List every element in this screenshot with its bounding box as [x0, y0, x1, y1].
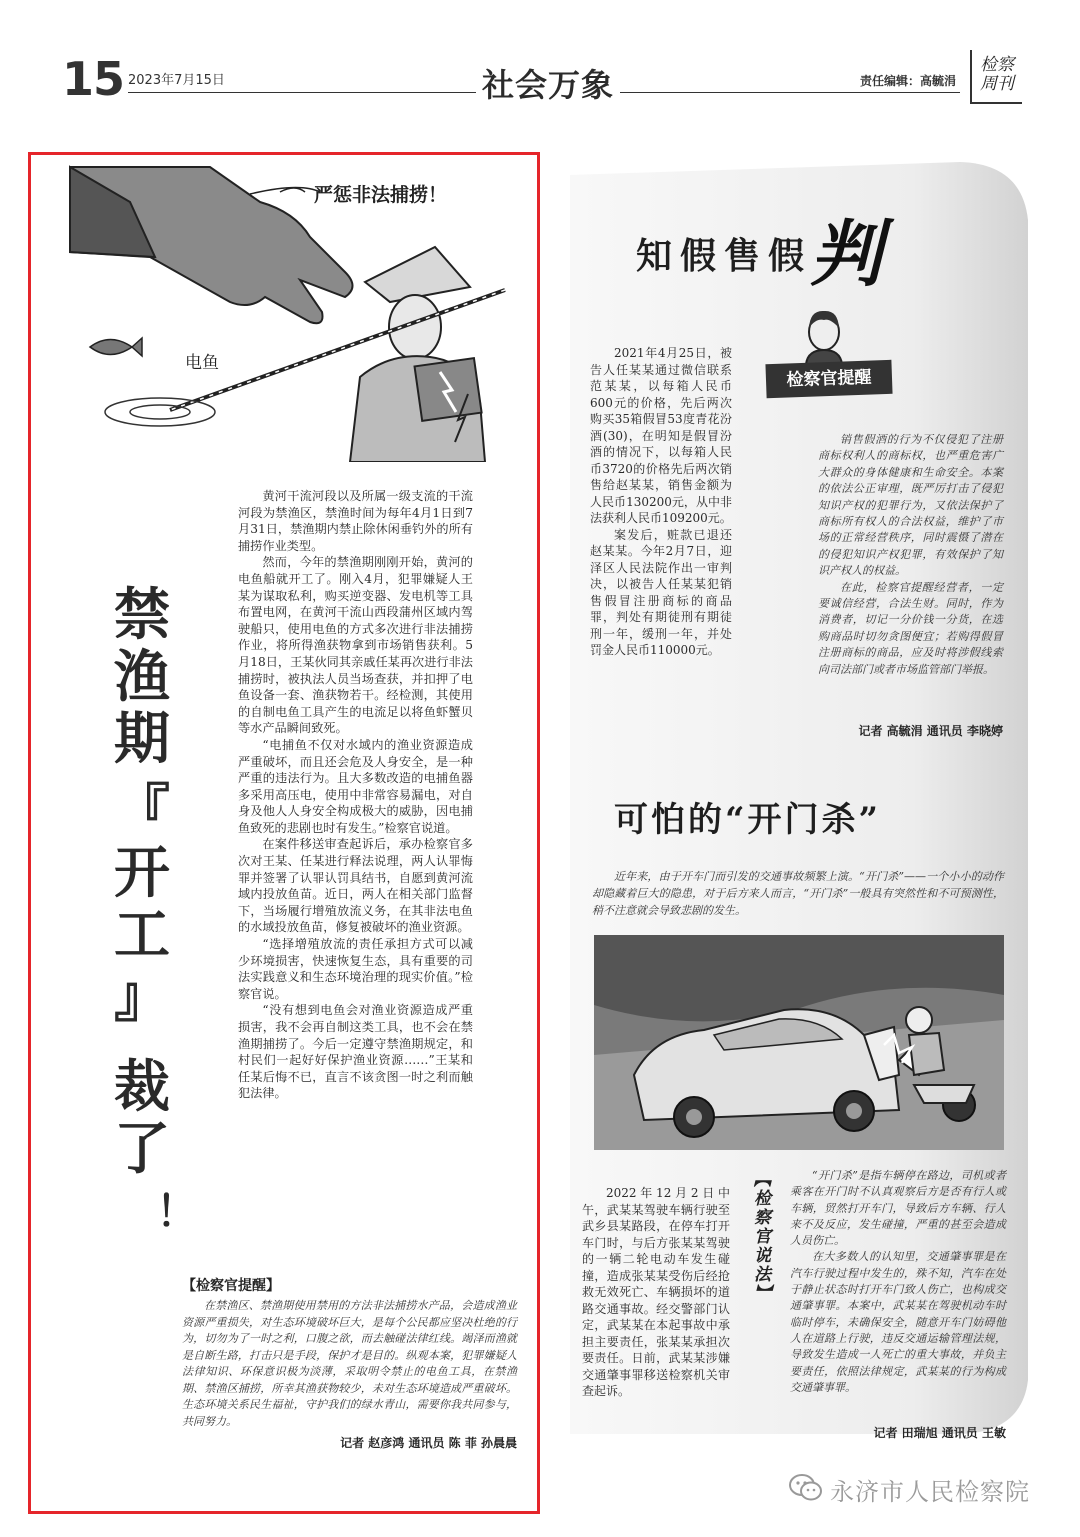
right-article-2-right-body: [790, 1168, 1006, 1396]
paragraph: “电捕鱼不仅对水域内的渔业资源造成严重破坏，而且还会危及人身安全，是一种严重的违法行为。且大多数改造的电捕鱼器多采用高压电，使用中非常容易漏电，对自身及他人人身安全构成极大的威胁，因电捕鱼致死的悲剧也时有发生。”检察官说道。: [238, 737, 473, 835]
headline-char: 『: [114, 779, 170, 844]
cartoon-label-electrofishing: 电鱼: [185, 353, 219, 373]
headline-char: 渔: [114, 645, 170, 710]
paragraph: 在此，检察官提醒经营者，一定要诚信经营，合法生财。同时，作为消费者，切记一分价钱一分货，在选购商品时切勿贪图便宜；若购得假冒注册商标的商品，应及时将涉假线索向司法部门或者市场监管部门举报。: [818, 580, 1003, 676]
publication-logo: [970, 50, 1022, 104]
cartoon-slogan: 严惩非法捕捞！: [314, 184, 448, 206]
section-title: 社会万象: [482, 66, 615, 104]
right-article-1-left-body: [590, 345, 732, 659]
right-byline-2: 记者 田瑞旭 通讯员 王敏: [873, 1426, 1006, 1440]
paragraph: 在案件移送审查起诉后，承办检察官多次对王某、任某进行释法说理，两人认罪悔罪并签署了认罪认罚具结书，自愿到黄河流域内投放鱼苗。近日，两人在相关部门监督下，当场履行增殖放流义务，在其非法电鱼的水域投放鱼苗，修复被破坏的渔业资源。: [238, 837, 473, 935]
header-rule-left: [128, 92, 476, 93]
right-byline-1: 记者 高毓涓 通讯员 李晓婷: [858, 724, 1003, 738]
headline-char: 工: [114, 903, 170, 968]
issue-date: 2023年7月15日: [128, 73, 225, 88]
electrofishing-cartoon: [60, 162, 530, 462]
headline-char: 』: [114, 965, 170, 1030]
fish-illustration: [90, 338, 142, 356]
paragraph: “选择增殖放流的责任承担方式可以减少环境损害，快速恢复生态，具有重要的司法实践意义和生态环境治理的现实价值。”检察官说。: [238, 937, 473, 1001]
paragraph: 然而，今年的禁渔期刚刚开始，黄河的电鱼船就开工了。刚入4月，犯罪嫌疑人王某为谋取私利，购买逆变器、发电机等工具布置电网，在黄河干流山西段蒲州区域内驾驶船只，使用电鱼的方式多次进行非法捕捞作业，将所得渔获物拿到市场销售获利。5月18日，王某伙同其亲戚任某再次进行非法捕捞时，被执法人员当场查获，并扣押了电鱼设备一套、渔获物若干。经检测，其使用的自制电鱼工具产生的电流足以将鱼虾蟹贝等水产品瞬间致死。: [238, 555, 473, 736]
paragraph: 销售假酒的行为不仅侵犯了注册商标权利人的商标权，也严重危害广大群众的身体健康和生命安全。本案的依法公正审理，既严厉打击了侵犯知识产权的犯罪行为，又依法保护了商标所有权人的合法权益，维护了市场的正常经营秩序，同时震慑了潜在的侵犯知识产权犯罪，有效保护了知识产权人的权益。: [818, 433, 1003, 578]
editor-credit: 责任编辑：高毓涓: [860, 74, 957, 88]
paragraph: 黄河干流河段以及所属一级支流的干流河段为禁渔区，禁渔时间为每年4月1日到7月31日，禁渔期内禁止除休闲垂钓外的所有捕捞作业类型。: [238, 489, 473, 553]
right-article-2-intro: 近年来，由于开车门而引发的交通事故频繁上演。“开门杀”——一个小小的动作却隐藏着巨大的隐患，对于后方来人而言，“开门杀”一般具有突然性和不可预测性，稍不注意就会导致悲剧的发生。: [592, 870, 1004, 917]
logo-text: 检察周刊: [980, 55, 1014, 94]
left-article-body: [238, 488, 473, 1102]
reminder-text: 在禁渔区、禁渔期使用禁用的方法非法捕捞水产品，会造成渔业资源严重损失，对生态环境破坏巨大，是每个公民都应坚决杜绝的行为，切勿为了一时之利，口腹之欲，而去触碰法律红线。竭泽而渔就是自断生路，打击只是手段，保护才是目的。纵观本案，犯罪嫌疑人法律知识、环保意识极为淡薄，采取明令禁止的电鱼工具，在禁渔期、禁渔区捕捞，所幸其渔获物较少，未对生态环境造成严重破坏。生态环境关系民生福祉，守护我们的绿水青山，需要你我共同参与，共同努力。: [182, 1299, 517, 1428]
right-article-2-left-body: [582, 1185, 730, 1400]
wechat-icon: [788, 1472, 824, 1504]
prosecutor-avatar: [800, 306, 848, 366]
paragraph: 案发后，赃款已退还赵某某。今年2月7日，迎泽区人民法院作出一审判决，以被告人任某某犯销售假冒注册商标的商品罪，判处有期徒刑有期徒刑一年，缓刑一年，并处罚金人民币110000元。: [590, 527, 732, 657]
right-article-1-right-body: [818, 432, 1003, 678]
left-byline: 记者 赵彦鸿 通讯员 陈 菲 孙晨晨: [340, 1436, 517, 1450]
paragraph: “没有想到电鱼会对渔业资源造成严重损害，我不会再自制这类工具，也不会在禁渔期捕捞了。今后一定遵守禁渔期规定，和村民们一起好好保护渔业资源……”王某和任某后悔不已，直言不该贪图一时之利而触犯法律。: [238, 1003, 473, 1101]
headline-char: 了: [114, 1117, 170, 1182]
paragraph: 2022年12月2日中午，武某某驾驶车辆行驶至武乡县某路段，在停车打开车门时，与后方张某某驾驶的一辆二轮电动车发生碰撞，造成张某某受伤后经抢救无效死亡、车辆损坏的道路交通事故。经交警部门认定，武某某在本起事故中承担主要责任，张某某承担次要责任。日前，武某某涉嫌交通肇事罪移送检察机关审查起诉。: [582, 1186, 730, 1398]
headline-char: 期: [114, 707, 170, 772]
headline-char: 禁: [114, 583, 170, 648]
watermark-text: 永济市人民检察院: [830, 1478, 1030, 1506]
left-reminder-box: [182, 1275, 517, 1451]
headline-char: 开: [114, 841, 170, 906]
header-rule-right: [620, 92, 960, 93]
prosecutor-says-label: 【检察官说法】: [750, 1170, 770, 1303]
right-headline-1-big-char: 判: [810, 211, 883, 296]
prosecutor-reminder-badge: 检察官提醒: [765, 360, 892, 398]
headline-char: ！: [156, 1187, 199, 1236]
paragraph: 2021年4月25日，被告人任某某通过微信联系范某某，以每箱人民币600元的价格，先后两次购买35箱假冒53度青花汾酒(30)，在明知是假冒汾酒的情况下，以每箱人民币3720的价格先后两次销售给赵某某，销售金额为人民币130200元，从中非法获利人民币109200元。: [590, 346, 732, 525]
left-headline: [110, 583, 199, 1243]
headline-char: 裁: [114, 1055, 170, 1120]
door-accident-illustration: [594, 935, 1004, 1150]
right-headline-2: 可怕的“开门杀”: [614, 800, 882, 840]
paragraph: 在大多数人的认知里，交通肇事罪是在汽车行驶过程中发生的，殊不知，汽车在处于静止状态时打开车门致人伤亡，也构成交通肇事罪。本案中，武某某在驾驶机动车时临时停车，未确保安全，随意开车门妨碍他人在道路上行驶，违反交通运输管理法规，导致发生造成一人死亡的重大事故，并负主要责任，依照法律规定，武某某的行为构成交通肇事罪。: [790, 1250, 1006, 1394]
page-number: 15: [62, 52, 125, 106]
right-headline-1: 知假售假: [636, 235, 813, 277]
paragraph: “开门杀”是指车辆停在路边，司机或者乘客在开门时不认真观察后方是否有行人或车辆，贸然打开车门，导致后方车辆、行人来不及反应，发生碰撞，严重的甚至会造成人员伤亡。: [790, 1169, 1006, 1248]
water-ripples: [105, 398, 215, 426]
reminder-title: 【检察官提醒】: [182, 1278, 280, 1294]
fisherman-illustration: [350, 247, 485, 462]
